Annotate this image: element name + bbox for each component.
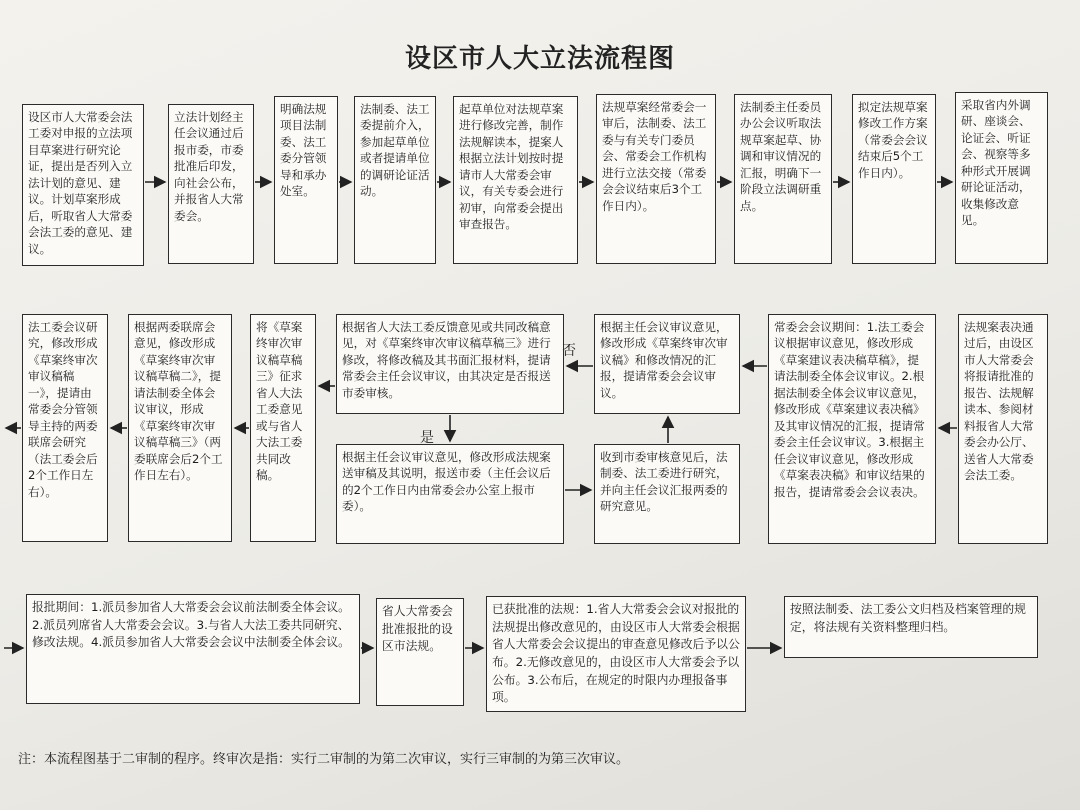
- step-19-box: 报批期间：1.派员参加省人大常委会会议前法制委全体会议。2.派员列席省人大常委会会议。3.与省人大法工委共同研究、修改法规。4.派员参加省人大常委会会议中法制委全体会议。: [26, 594, 360, 704]
- step-6-box: 法规草案经常委会一审后，法制委、法工委与有关专门委员会、常委会工作机构进行立法交接（常委会会议结束后3个工作日内）。: [596, 94, 716, 264]
- step-13-box: 根据省人大法工委反馈意见或共同改稿意见，对《草案终审次审议稿草稿三》进行修改，将修改稿及其书面汇报材料，提请常委会主任会议审议，由其决定是否报送市委审核。: [336, 314, 564, 414]
- page-title: 设区市人大立法流程图: [404, 44, 675, 74]
- step-12-box: 根据主任会议审议意见，修改形成《草案终审次审议稿》和修改情况的汇报，提请常委会会议审议。: [594, 314, 740, 414]
- step-14-box: 根据主任会议审议意见，修改形成法规案送审稿及其说明，报送市委（主任会议后的2个工作日内由常委会办公室上报市委）。: [336, 444, 564, 544]
- step-10-box: 法规案表决通过后，由设区市人大常委会将报请批准的报告、法规解读本、参阅材料报省人大常委会办公厅、送省人大常委会法工委。: [958, 314, 1048, 544]
- step-17-box: 根据两委联席会意见，修改形成《草案终审次审议稿草稿二》，提请法制委全体会议审议，形成《草案终审次审议稿草稿三》（两委联席会后2个工作日左右）。: [128, 314, 232, 542]
- step-1-box: 设区市人大常委会法工委对申报的立法项目草案进行研究论证，提出是否列入立法计划的意见、建议。计划草案形成后，听取省人大常委会法工委的意见、建议。: [22, 104, 144, 266]
- branch-no-label: 否: [562, 343, 576, 359]
- step-21-box: 已获批准的法规：1.省人大常委会会议对报批的法规提出修改意见的，由设区市人大常委会根据省人大常委会会议提出的审查意见修改后予以公布。2.无修改意见的，由设区市人大常委会予以公布。3.公布后，在规定的时限内办理报备事项。: [486, 596, 746, 712]
- step-3-box: 明确法规项目法制委、法工委分管领导和承办处室。: [274, 96, 338, 264]
- step-9-box: 采取省内外调研、座谈会、论证会、听证会、视察等多种形式开展调研论证活动，收集修改意见。: [955, 92, 1048, 264]
- step-11-box: 常委会会议期间：1.法工委会议根据审议意见，修改形成《草案建议表决稿草稿》，提请法制委全体会议审议。2.根据法制委全体会议审议意见，修改形成《草案建议表决稿》及其审议情况的汇报，提请常委会主任会议审议。3.根据主任会议审议意见，修改形成《草案表决稿》和审议结果的报告，提请常委会会议表决。: [768, 314, 936, 544]
- step-20-box: 省人大常委会批准报批的设区市法规。: [376, 598, 464, 706]
- footnote: 注：本流程图基于二审制的程序。终审次是指：实行二审制的为第二次审议，实行三审制的为第三次审议。: [18, 752, 630, 767]
- branch-yes-label: 是: [420, 430, 434, 446]
- step-7-box: 法制委主任委员办公会议听取法规草案起草、协调和审议情况的汇报，明确下一阶段立法调研重点。: [734, 94, 832, 264]
- step-2-box: 立法计划经主任会议通过后报市委，市委批准后印发，向社会公布，并报省人大常委会。: [168, 104, 254, 264]
- step-8-box: 拟定法规草案修改工作方案（常委会会议结束后5个工作日内）。: [852, 94, 936, 264]
- step-22-box: 按照法制委、法工委公文归档及档案管理的规定，将法规有关资料整理归档。: [784, 596, 1038, 658]
- step-4-box: 法制委、法工委提前介入，参加起草单位或者提请单位的调研论证活动。: [354, 96, 436, 264]
- step-15-box: 收到市委审核意见后，法制委、法工委进行研究，并向主任会议汇报两委的研究意见。: [594, 444, 740, 544]
- step-5-box: 起草单位对法规草案进行修改完善，制作法规解读本，提案人根据立法计划按时提请市人大常委会审议，有关专委会进行初审，向常委会提出审查报告。: [453, 96, 578, 264]
- step-18-box: 法工委会议研究，修改形成《草案终审次审议稿稿一》，提请由常委会分管领导主持的两委联席会研究（法工委会后2个工作日左右）。: [22, 314, 108, 542]
- step-16-box: 将《草案终审次审议稿草稿三》征求省人大法工委意见或与省人大法工委共同改稿。: [250, 314, 316, 542]
